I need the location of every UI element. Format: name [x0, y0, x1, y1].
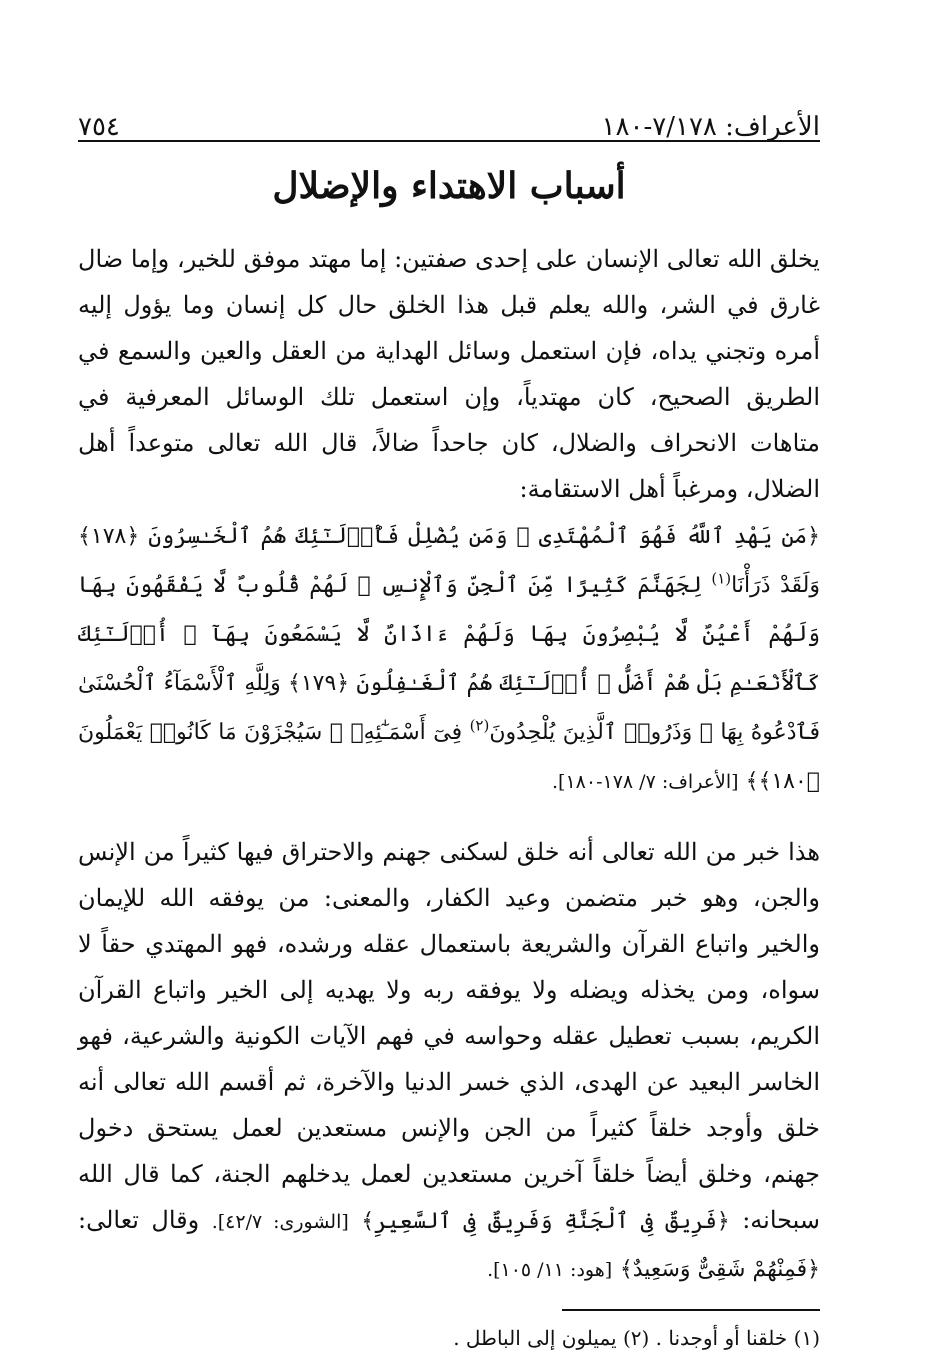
commentary-paragraph — [78, 829, 820, 1293]
chapter-title: أسباب الاهتداء والإضلال — [272, 165, 626, 207]
reference-shura: [الشورى: ٤٢/٧]. — [211, 1211, 349, 1233]
commentary-text: هذا خبر من الله تعالى أنه خلق لسكنى جهنم والاحتراق فيها كثيراً من الإنس والجن، وهو خبر متضمن وعيد الكفار، والمعنى: من يوفقه الله للإيمان والخير واتباع القرآن والشريعة باستعمال عقله ورشده، فهو المهتدي حقاً لا سواه، ومن يخذله ويضله ولا يوفقه ربه ولا يهديه إلى الخير واتباع القرآن الكريم، بسبب تعطيل عقله وحواسه في فهم الآيات الكونية والشرعية، فهو الخاسر البعيد عن الهدى، الذي خسر الدنيا والآخرة، ثم أقسم الله تعالى أنه خلق وأوجد خلقاً كثيراً من الجن والإنس مستعدين لعمل يستحق دخول جهنم، وخلق أيضاً خلقاً آخرين مستعدين لعمل يدخلهم الجنة، كما قال الله سبحانه: — [78, 838, 821, 1234]
quran-verses — [78, 512, 820, 807]
verse-reference: [الأعراف: ٧/ ١٧٨-١٨٠]. — [552, 771, 739, 793]
connector-text: وقال تعالى: — [78, 1206, 200, 1234]
verse-text-part-3: فِىٓ أَسْمَـٰٓئِهِۦ ۚ سَيُجْزَوْنَ مَا كَانُوا۟ يَعْمَلُونَ ﴿١٨٠﴾﴾ — [78, 720, 820, 794]
reference-hud: [هود: ١١/ ١٠٥]. — [487, 1259, 613, 1281]
paragraph-gap — [78, 807, 820, 829]
quote-shura: ﴿فَرِيقٌ فِى ٱلْجَنَّةِ وَفَرِيقٌ فِى ٱلسَّعِيرِ﴾ — [361, 1209, 730, 1234]
quote-hud: ﴿فَمِنْهُمْ شَقِىٌّ وَسَعِيدٌ﴾ — [619, 1257, 820, 1282]
footnote-separator — [562, 1309, 820, 1311]
book-page — [78, 92, 820, 1353]
verse-text-part-2: لِجَهَنَّمَ كَثِيرًا مِّنَ ٱلْجِنِّ وَٱلْإِنسِ ۖ لَهُمْ قُلُوبٌ لَّا يَفْقَهُونَ بِهَا وَلَهُمْ أَعْيُنٌ لَّا يُبْصِرُونَ بِهَا وَلَهُمْ ءَاذَانٌ لَّا يَسْمَعُونَ بِهَآ ۚ أُو۟لَـٰٓئِكَ كَٱلْأَنْعَـٰمِ بَلْ هُمْ أَضَلُّ ۚ أُو۟لَـٰٓئِكَ هُمُ ٱلْغَـٰفِلُونَ ﴿١٧٩﴾ وَلِلَّهِ ٱلْأَسْمَآءُ ٱلْحُسْنَىٰ فَٱدْعُوهُ بِهَا ۖ وَذَرُوا۟ ٱلَّذِينَ يُلْحِدُونَ — [78, 573, 820, 745]
footnote-marker-2: (٢) — [469, 716, 490, 735]
intro-paragraph: يخلق الله تعالى الإنسان على إحدى صفتين: إما مهتد موفق للخير، وإما ضال غارق في الشر، والله يعلم قبل هذا الخلق حال كل إنسان وما يؤول إليه أمره وتجني يداه، فإن استعمل وسائل الهداية من العقل والعين والسمع في الطريق الصحيح، كان مهتدياً، وإن استعمل تلك الوسائل المعرفية في متاهات الانحراف والضلال، كان جاحداً ضالاً، قال الله تعالى متوعداً أهل الضلال، ومرغباً أهل الاستقامة: — [78, 245, 820, 503]
footnotes: (١) خلقنا أو أوجدنا . (٢) يميلون إلى الباطل . — [453, 1326, 820, 1350]
verse-text-part-1: ﴿مَن يَهْدِ ٱللَّهُ فَهُوَ ٱلْمُهْتَدِى ۖ وَمَن يُضْلِلْ فَأُو۟لَـٰٓئِكَ هُمُ ٱلْخَـٰسِرُونَ ﴿١٧٨﴾ وَلَقَدْ ذَرَأْنَا — [78, 524, 821, 598]
page-number: ٧٥٤ — [78, 112, 120, 142]
surah-reference-header: الأعراف: ٧/١٧٨-١٨٠ — [601, 112, 820, 142]
footnote-marker-1: (١) — [711, 569, 732, 588]
running-header — [78, 92, 820, 142]
